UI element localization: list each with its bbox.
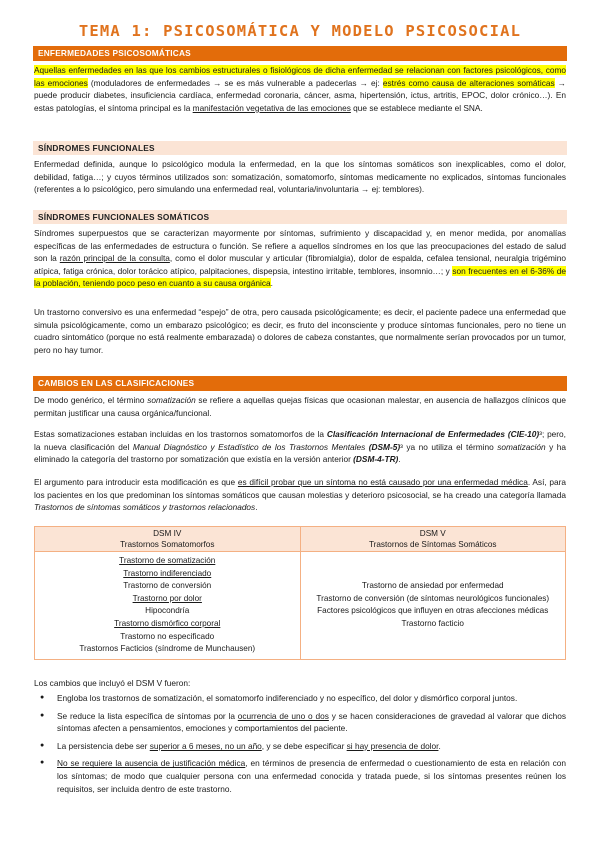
italic-text: Trastornos de síntomas somáticos y trastornos relacionados [34,502,256,513]
text-run: → puede producir diabetes, insuficiencia cardíaca, enfermedad coronaria, cáncer, asma, hipertensión, ictus, artritis, EPOC, dolor crónico…). En estas patologías, el síntoma principal es la [34,77,566,113]
text-run: . [398,454,401,465]
dsm4-item: Trastorno de conversión [123,581,212,591]
paragraph-clasificaciones [34,428,566,466]
text-run: Engloba los trastornos de somatización, el somatomorfo indiferenciado y no específico, del dolor y dismórfico corporal juntos. [57,693,518,703]
dsm4-item: Hipocondría [145,606,190,616]
dsm4-item: Trastorno indiferenciado [123,568,212,578]
dsm4-item: Trastorno por dolor [132,593,202,603]
section-header-psicosomaticas: ENFERMEDADES PSICOSOMÁTICAS [33,46,567,61]
paragraph-somatizacion [34,394,566,419]
paragraph-psicosomaticas [34,64,566,114]
text-run: De modo genérico, el término [34,395,148,405]
text-run: Estas somatizaciones estaban incluidas en los trastornos somatomorfos de la [34,429,327,439]
italic-text: (CIE-10) [507,429,540,439]
text-run: se refiere a aquellas quejas físicas que ocasionan malestar, en ausencia de hallazgos clínicos que permitan justificar una causa orgánica/funcional. [34,395,566,418]
italic-text: Manual Diagnóstico y Estadístico de los Trastornos Mentales [132,441,366,452]
header-subtitle: Trastornos Somatomorfos [120,540,215,549]
text-run: . Así, para los pacientes en los que predominan los síntomas somáticos que causan molestias y deterioro psicosocial, se ha creado una categoría llamada [34,477,566,500]
table-cell-dsm4-list [35,552,301,660]
dsm4-item: Trastorno de somatización [119,556,216,565]
text-run: Síndromes superpuestos que se caracterizan mayormente por síntomas, sufrimiento y discapacidad y, en menor medida, por anomalías específicas de las enfermedades de estructura o función. Se refiere a aquellos síndromes en los que las preocupaciones del estado de salud son la [34,228,566,264]
header-title: DSM V [419,529,446,538]
paragraph-argumento [34,476,566,514]
dsm5-item: Factores psicológicos que influyen en otras afecciones médicas [317,606,549,616]
text-run: que se establece mediante el SNA. [350,102,483,113]
header-title: DSM IV [153,529,182,538]
dsm4-item: Trastorno no especificado [120,631,215,641]
changes-intro: Los cambios que incluyó el DSM V fueron: [34,678,191,688]
underlined-text: razón principal de la consulta [59,253,170,264]
dsm5-item: Trastorno de conversión (de síntomas neurológicos funcionales) [316,593,550,603]
text-run: . [255,502,258,513]
text-run: . [270,278,273,289]
italic-text: Clasificación Internacional de Enfermedades [326,429,505,439]
paragraph-sindromes-somaticos [34,227,566,290]
highlight-text: son frecuentes en el 6-36% de la población, teniendo poco peso en cuanto a su causa orgánica [34,265,566,289]
underlined-text: manifestación vegetativa de las emociones [192,102,351,113]
section-header-sindromes-funcionales: SÍNDROMES FUNCIONALES [33,141,567,155]
text-run: (moduladores de enfermedades → se es más vulnerable a padecerlas → ej: [87,77,383,88]
underlined-text: es difícil probar que un síntoma no está causado por una enfermedad médica [237,477,528,487]
underlined-text: si hay presencia de dolor [346,740,439,751]
table-cell-dsm5-list [300,552,566,660]
dsm4-item: Trastornos Facticios (síndrome de Munchausen) [79,644,256,654]
text-run: ³ ya no utiliza el término [400,441,498,452]
italic-text: (DSM-5) [368,441,401,452]
text-run: ³; pero, la nueva clasificación del [34,429,566,452]
text-run: , en términos de presencia de enfermedad o cuestionamiento de esta en relación con los síntomas; de modo que cualquier persona con una enfermedad conocida y tratada puede, si los síntomas presentes reúnen los requisitos, ser incluida dentro de este trastorno. [57,758,566,794]
text-run: La persistencia debe ser [57,740,150,751]
table-row [35,552,566,660]
page-title: TEMA 1: PSICOSOMÁTICA Y MODELO PSICOSOCIAL [78,22,522,40]
text-run: , como el dolor muscular y articular (fibromialgia), dolor de espalda, cefalea tensional, neuralgia trigémino atípica, fatiga crónica, dolor torácico atípico, palpitaciones, dispepsia, intestino irritable, temblores, insomnio…; y [34,253,567,276]
dsm5-item: Trastorno de ansiedad por enfermedad [361,581,504,591]
italic-text: somatización [147,395,196,405]
section-header-cambios: CAMBIOS EN LAS CLASIFICACIONES [33,376,567,391]
changes-list [34,692,566,800]
underlined-text: superior a 6 meses, no un año [149,740,262,751]
text-run: El argumento para introducir esta modificación es que [34,477,238,487]
dsm4-item: Trastorno dismórfico corporal [114,618,221,628]
text-run: Se reduce la lista específica de síntomas por la [57,710,238,721]
table-header-dsm4 [35,527,301,552]
paragraph-trastorno-conversivo: Un trastorno conversivo es una enfermedad “espejo” de otra, pero causada psicológicamente; es decir, el paciente padece una enfermedad que simula psicológicamente, como un embarazo psicológico; es decir, es fruto del inconsciente y produce síntomas funcionales, pero no tiene un cuadro sintomático (porque no está realmente embarazada) o dolores de cabeza constantes, que normalmente serían provocados por un tumor, pero no hay tumor. [34,307,566,355]
highlight-text: estrés como causa de alteraciones somáticas [382,77,555,88]
italic-text: somatización [497,441,546,452]
highlight-text: Aquellas enfermedades en las que los cambios estructurales o fisiológicos de dicha enfermedad se relacionan con factores psicológicos, como las emociones [34,65,566,88]
dsm-comparison-table [34,526,566,660]
underlined-text: No se requiere la ausencia de justificación médica [57,758,246,769]
section-header-sindromes-somaticos: SÍNDROMES FUNCIONALES SOMÁTICOS [33,210,567,224]
underlined-text: ocurrencia de uno o dos [237,710,329,721]
list-item [34,692,566,705]
text-run: y se hacen consideraciones de gravedad al valorar que dichos síntomas afecten a pensamientos, emociones y comportamientos del paciente. [57,710,567,734]
paragraph-sindromes-funcionales: Enfermedad definida, aunque lo psicológico modula la enfermedad, en la que los síntomas somáticos son inexplicables, como el dolor, debilidad, fatiga…; y cuyos términos utilizados son: somatización, somatomorfo, síntomas medicamente no explicados, síntomas funcionales (referentes a lo psicológico, pero simulando una enfermedad real, voluntaria/involuntaria → ej: temblores). [34,159,566,195]
dsm5-item: Trastorno facticio [401,618,464,628]
text-run: , y se debe especificar [261,740,347,751]
list-item [34,757,566,795]
text-run: y ha eliminado la categoría del trastorno por somatización que existía en la versión anterior [34,441,567,465]
italic-text: (DSM-4-TR) [353,454,399,465]
list-item [34,740,566,753]
header-subtitle: Trastornos de Síntomas Somáticos [368,540,497,549]
text-run: . [438,740,441,751]
table-header-dsm5 [300,527,566,552]
list-item [34,710,566,735]
